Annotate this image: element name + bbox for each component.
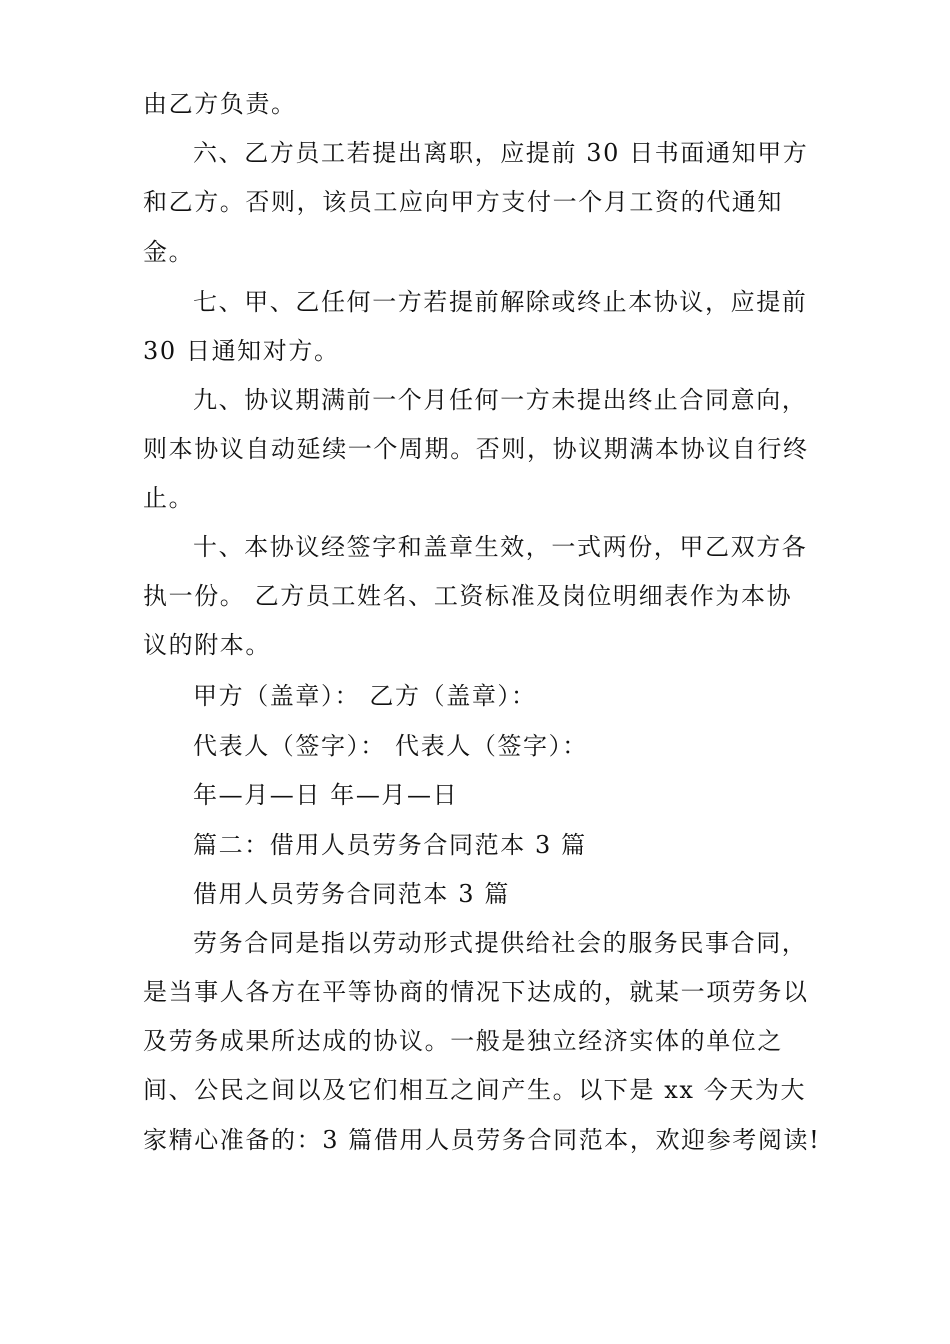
clause-6-line-3: 金。: [143, 238, 195, 266]
clause-9-line-1: 九、协议期满前一个月任何一方未提出终止合同意向，: [193, 386, 808, 414]
clause-6-line-2: 和乙方。否则，该员工应向甲方支付一个月工资的代通知: [143, 188, 783, 216]
text-line: 由乙方负责。: [143, 90, 297, 118]
clause-9-line-3: 止。: [143, 484, 195, 512]
section-title: 借用人员劳务合同范本 3 篇: [193, 880, 510, 908]
clause-7-line-2: 30 日通知对方。: [143, 337, 340, 365]
signature-line: 代表人（签字）： 代表人（签字）：: [193, 732, 588, 760]
date-line: 年—月—日 年—月—日: [193, 781, 459, 809]
clause-7-line-1: 七、甲、乙任何一方若提前解除或终止本协议，应提前: [193, 288, 808, 316]
section-heading: 篇二：借用人员劳务合同范本 3 篇: [193, 831, 587, 859]
clause-10-line-2: 执一份。 乙方员工姓名、工资标准及岗位明细表作为本协: [143, 582, 793, 610]
clause-9-line-2: 则本协议自动延续一个周期。否则，协议期满本协议自行终: [143, 435, 809, 463]
clause-10-line-3: 议的附本。: [143, 631, 271, 659]
seal-line: 甲方（盖章）： 乙方（盖章）：: [193, 682, 537, 710]
clause-10-line-1: 十、本协议经签字和盖章生效，一式两份，甲乙双方各: [193, 533, 808, 561]
intro-line-4: 间、公民之间以及它们相互之间产生。以下是 xx 今天为大: [143, 1076, 807, 1104]
intro-line-5: 家精心准备的：3 篇借用人员劳务合同范本，欢迎参考阅读!: [143, 1126, 821, 1154]
clause-6-line-1: 六、乙方员工若提出离职，应提前 30 日书面通知甲方: [193, 139, 809, 167]
intro-line-3: 及劳务成果所达成的协议。一般是独立经济实体的单位之: [143, 1027, 783, 1055]
intro-line-1: 劳务合同是指以劳动形式提供给社会的服务民事合同，: [193, 929, 808, 957]
intro-line-2: 是当事人各方在平等协商的情况下达成的，就某一项劳务以: [143, 978, 809, 1006]
